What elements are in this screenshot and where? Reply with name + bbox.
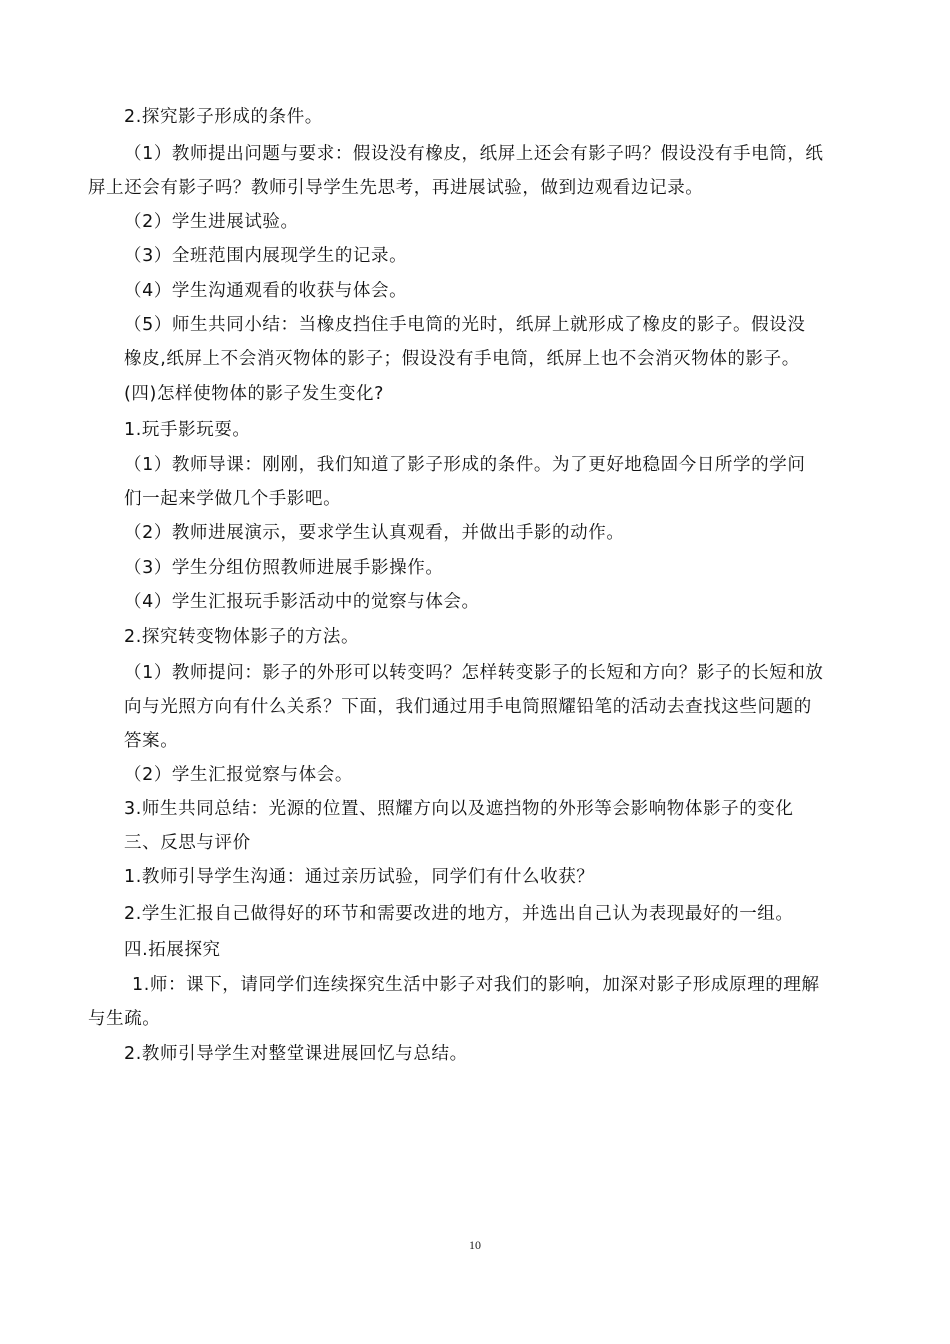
text-line: （2）教师进展演示，要求学生认真观看，并做出手影的动作。 — [124, 523, 625, 543]
text-line: 答案。 — [124, 731, 179, 751]
text-line: （5）师生共同小结：当橡皮挡住手电筒的光时，纸屏上就形成了橡皮的影子。假设没 — [124, 315, 806, 335]
text-line: （4）学生汇报玩手影活动中的觉察与体会。 — [124, 592, 480, 612]
text-line: （2）学生进展试验。 — [124, 212, 299, 232]
text-line: 们一起来学做几个手影吧。 — [124, 489, 342, 509]
text-line: （1）教师提出问题与要求：假设没有橡皮，纸屏上还会有影子吗？假设没有手电筒，纸 — [124, 144, 824, 164]
section-heading: 四.拓展探究 — [124, 940, 221, 960]
text-line: 2.学生汇报自己做得好的环节和需要改进的地方，并选出自己认为表现最好的一组。 — [124, 904, 794, 924]
text-line: 1.玩手影玩耍。 — [124, 420, 251, 440]
text-line: 2.探究转变物体影子的方法。 — [124, 627, 360, 647]
text-line: 橡皮,纸屏上不会消灭物体的影子；假设没有手电筒，纸屏上也不会消灭物体的影子。 — [124, 349, 800, 369]
text-line: （3）学生分组仿照教师进展手影操作。 — [124, 558, 444, 578]
text-line: 3.师生共同总结：光源的位置、照耀方向以及遮挡物的外形等会影响物体影子的变化 — [124, 799, 794, 819]
text-line: 屏上还会有影子吗？教师引导学生先思考，再进展试验，做到边观看边记录。 — [88, 178, 704, 198]
text-line: （1）教师提问：影子的外形可以转变吗？怎样转变影子的长短和方向？影子的长短和放 — [124, 663, 824, 683]
text-line: （4）学生沟通观看的收获与体会。 — [124, 281, 408, 301]
text-line: 1.师：课下，请同学们连续探究生活中影子对我们的影响，加深对影子形成原理的理解 — [132, 975, 820, 995]
text-line: 向与光照方向有什么关系？下面，我们通过用手电筒照耀铅笔的活动去查找这些问题的 — [124, 697, 812, 717]
text-line: 与生疏。 — [88, 1009, 161, 1029]
text-line: 2.教师引导学生对整堂课进展回忆与总结。 — [124, 1044, 468, 1064]
text-line: （2）学生汇报觉察与体会。 — [124, 765, 353, 785]
text-line: （1）教师导课：刚刚，我们知道了影子形成的条件。为了更好地稳固今日所学的学问 — [124, 455, 806, 475]
section-heading: (四)怎样使物体的影子发生变化? — [124, 384, 385, 404]
text-line: 2.探究影子形成的条件。 — [124, 107, 323, 127]
text-line: （3）全班范围内展现学生的记录。 — [124, 246, 408, 266]
text-line: 1.教师引导学生沟通：通过亲历试验，同学们有什么收获？ — [124, 867, 595, 887]
section-heading: 三、反思与评价 — [124, 833, 251, 853]
page-number: 10 — [469, 1238, 481, 1252]
